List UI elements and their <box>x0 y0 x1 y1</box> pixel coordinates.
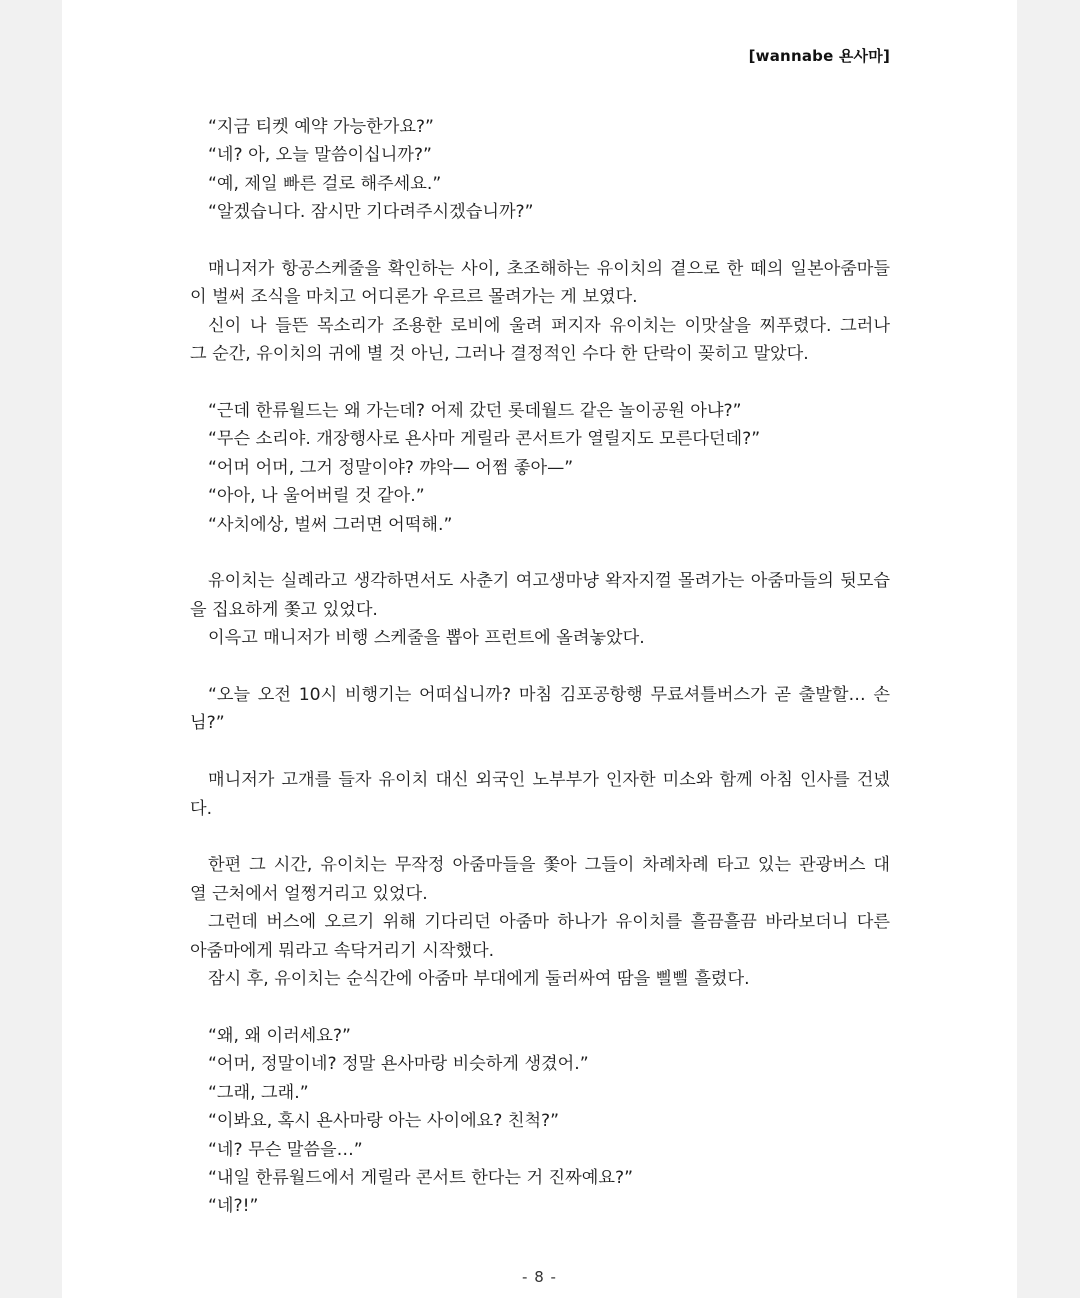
dialogue-line: “네? 아, 오늘 말씀이십니까?” <box>208 145 432 166</box>
narration-line: 아줌마에게 뭐라고 속닥거리기 시작했다. <box>190 940 495 961</box>
dialogue-line: “오늘 오전 10시 비행기는 어떠십니까? 마침 김포공항행 무료셔틀버스가 곧 출발할… 손 <box>208 685 890 706</box>
narration-line: 열 근처에서 얼쩡거리고 있었다. <box>190 883 428 904</box>
dialogue-line: “무슨 소리야. 개장행사로 욘사마 게릴라 콘서트가 열릴지도 모른다던데?” <box>208 429 761 450</box>
paragraph-gap <box>190 823 890 851</box>
dialogue-line: “왜, 왜 이러세요?” <box>208 1025 351 1046</box>
dialogue-line: “근데 한류월드는 왜 가는데? 어제 갔던 롯데월드 같은 놀이공원 아냐?” <box>208 401 742 422</box>
dialogue-line: “이봐요, 혹시 욘사마랑 아는 사이에요? 친척?” <box>208 1111 560 1132</box>
dialogue-line: “어머 어머, 그거 정말이야? 꺄악— 어쩜 좋아—” <box>208 457 574 478</box>
dialogue-line: “내일 한류월드에서 게릴라 콘서트 한다는 거 진짜예요?” <box>208 1167 633 1188</box>
paragraph-gap <box>190 369 890 397</box>
dialogue-line: 님?” <box>190 713 225 734</box>
page-number: - 8 - <box>522 1268 557 1286</box>
dialogue-line: “알겠습니다. 잠시만 기다려주시겠습니까?” <box>208 202 534 223</box>
paragraph-gap <box>190 738 890 766</box>
paragraph-gap <box>190 539 890 567</box>
dialogue-line: “아아, 나 울어버릴 것 같아.” <box>208 486 425 507</box>
narration-line: 매니저가 고개를 들자 유이치 대신 외국인 노부부가 인자한 미소와 함께 아침 인사를 건넸 <box>208 770 890 791</box>
narration-line: 이윽고 매니저가 비행 스케줄을 뽑아 프런트에 올려놓았다. <box>208 628 645 649</box>
paragraph-gap <box>190 994 890 1022</box>
dialogue-line: “예, 제일 빠른 걸로 해주세요.” <box>208 173 442 194</box>
narration-line: 유이치는 실례라고 생각하면서도 사춘기 여고생마냥 왁자지껄 몰려가는 아줌마들의 뒷모습 <box>208 571 890 592</box>
narration-line: 한편 그 시간, 유이치는 무작정 아줌마들을 쫓아 그들이 차례차례 타고 있는 관광버스 대 <box>208 855 890 876</box>
narration-line: 을 집요하게 쫓고 있었다. <box>190 599 378 620</box>
dialogue-line: “그래, 그래.” <box>208 1082 309 1103</box>
document-page <box>62 0 1017 1298</box>
dialogue-line: “네?!” <box>208 1196 259 1217</box>
dialogue-line: “네? 무슨 말씀을…” <box>208 1139 363 1160</box>
narration-line: 잠시 후, 유이치는 순식간에 아줌마 부대에게 둘러싸여 땀을 삘삘 흘렸다. <box>208 969 750 990</box>
narration-line: 다. <box>190 798 213 819</box>
narration-line: 신이 나 들뜬 목소리가 조용한 로비에 울려 퍼지자 유이치는 이맛살을 찌푸렸다. 그러나 <box>208 315 890 336</box>
narration-line: 이 벌써 조식을 마치고 어디론가 우르르 몰려가는 게 보였다. <box>190 287 638 308</box>
narration-line: 그런데 버스에 오르기 위해 기다리던 아줌마 하나가 유이치를 흘끔흘끔 바라보더니 다른 <box>208 912 890 933</box>
narration-line: 그 순간, 유이치의 귀에 별 것 아닌, 그러나 결정적인 수다 한 단락이 꽂히고 말았다. <box>190 344 809 365</box>
narration-line: 매니저가 항공스케줄을 확인하는 사이, 초조해하는 유이치의 곁으로 한 떼의 일본아줌마들 <box>208 259 890 280</box>
body-text <box>190 113 890 1221</box>
dialogue-line: “사치에상, 벌써 그러면 어떡해.” <box>208 514 453 535</box>
dialogue-line: “지금 티켓 예약 가능한가요?” <box>208 117 434 137</box>
dialogue-line: “어머, 정말이네? 정말 욘사마랑 비슷하게 생겼어.” <box>208 1054 589 1075</box>
running-header-title: [wannabe 욘사마] <box>748 47 890 65</box>
paragraph-gap <box>190 653 890 681</box>
paragraph-gap <box>190 227 890 255</box>
